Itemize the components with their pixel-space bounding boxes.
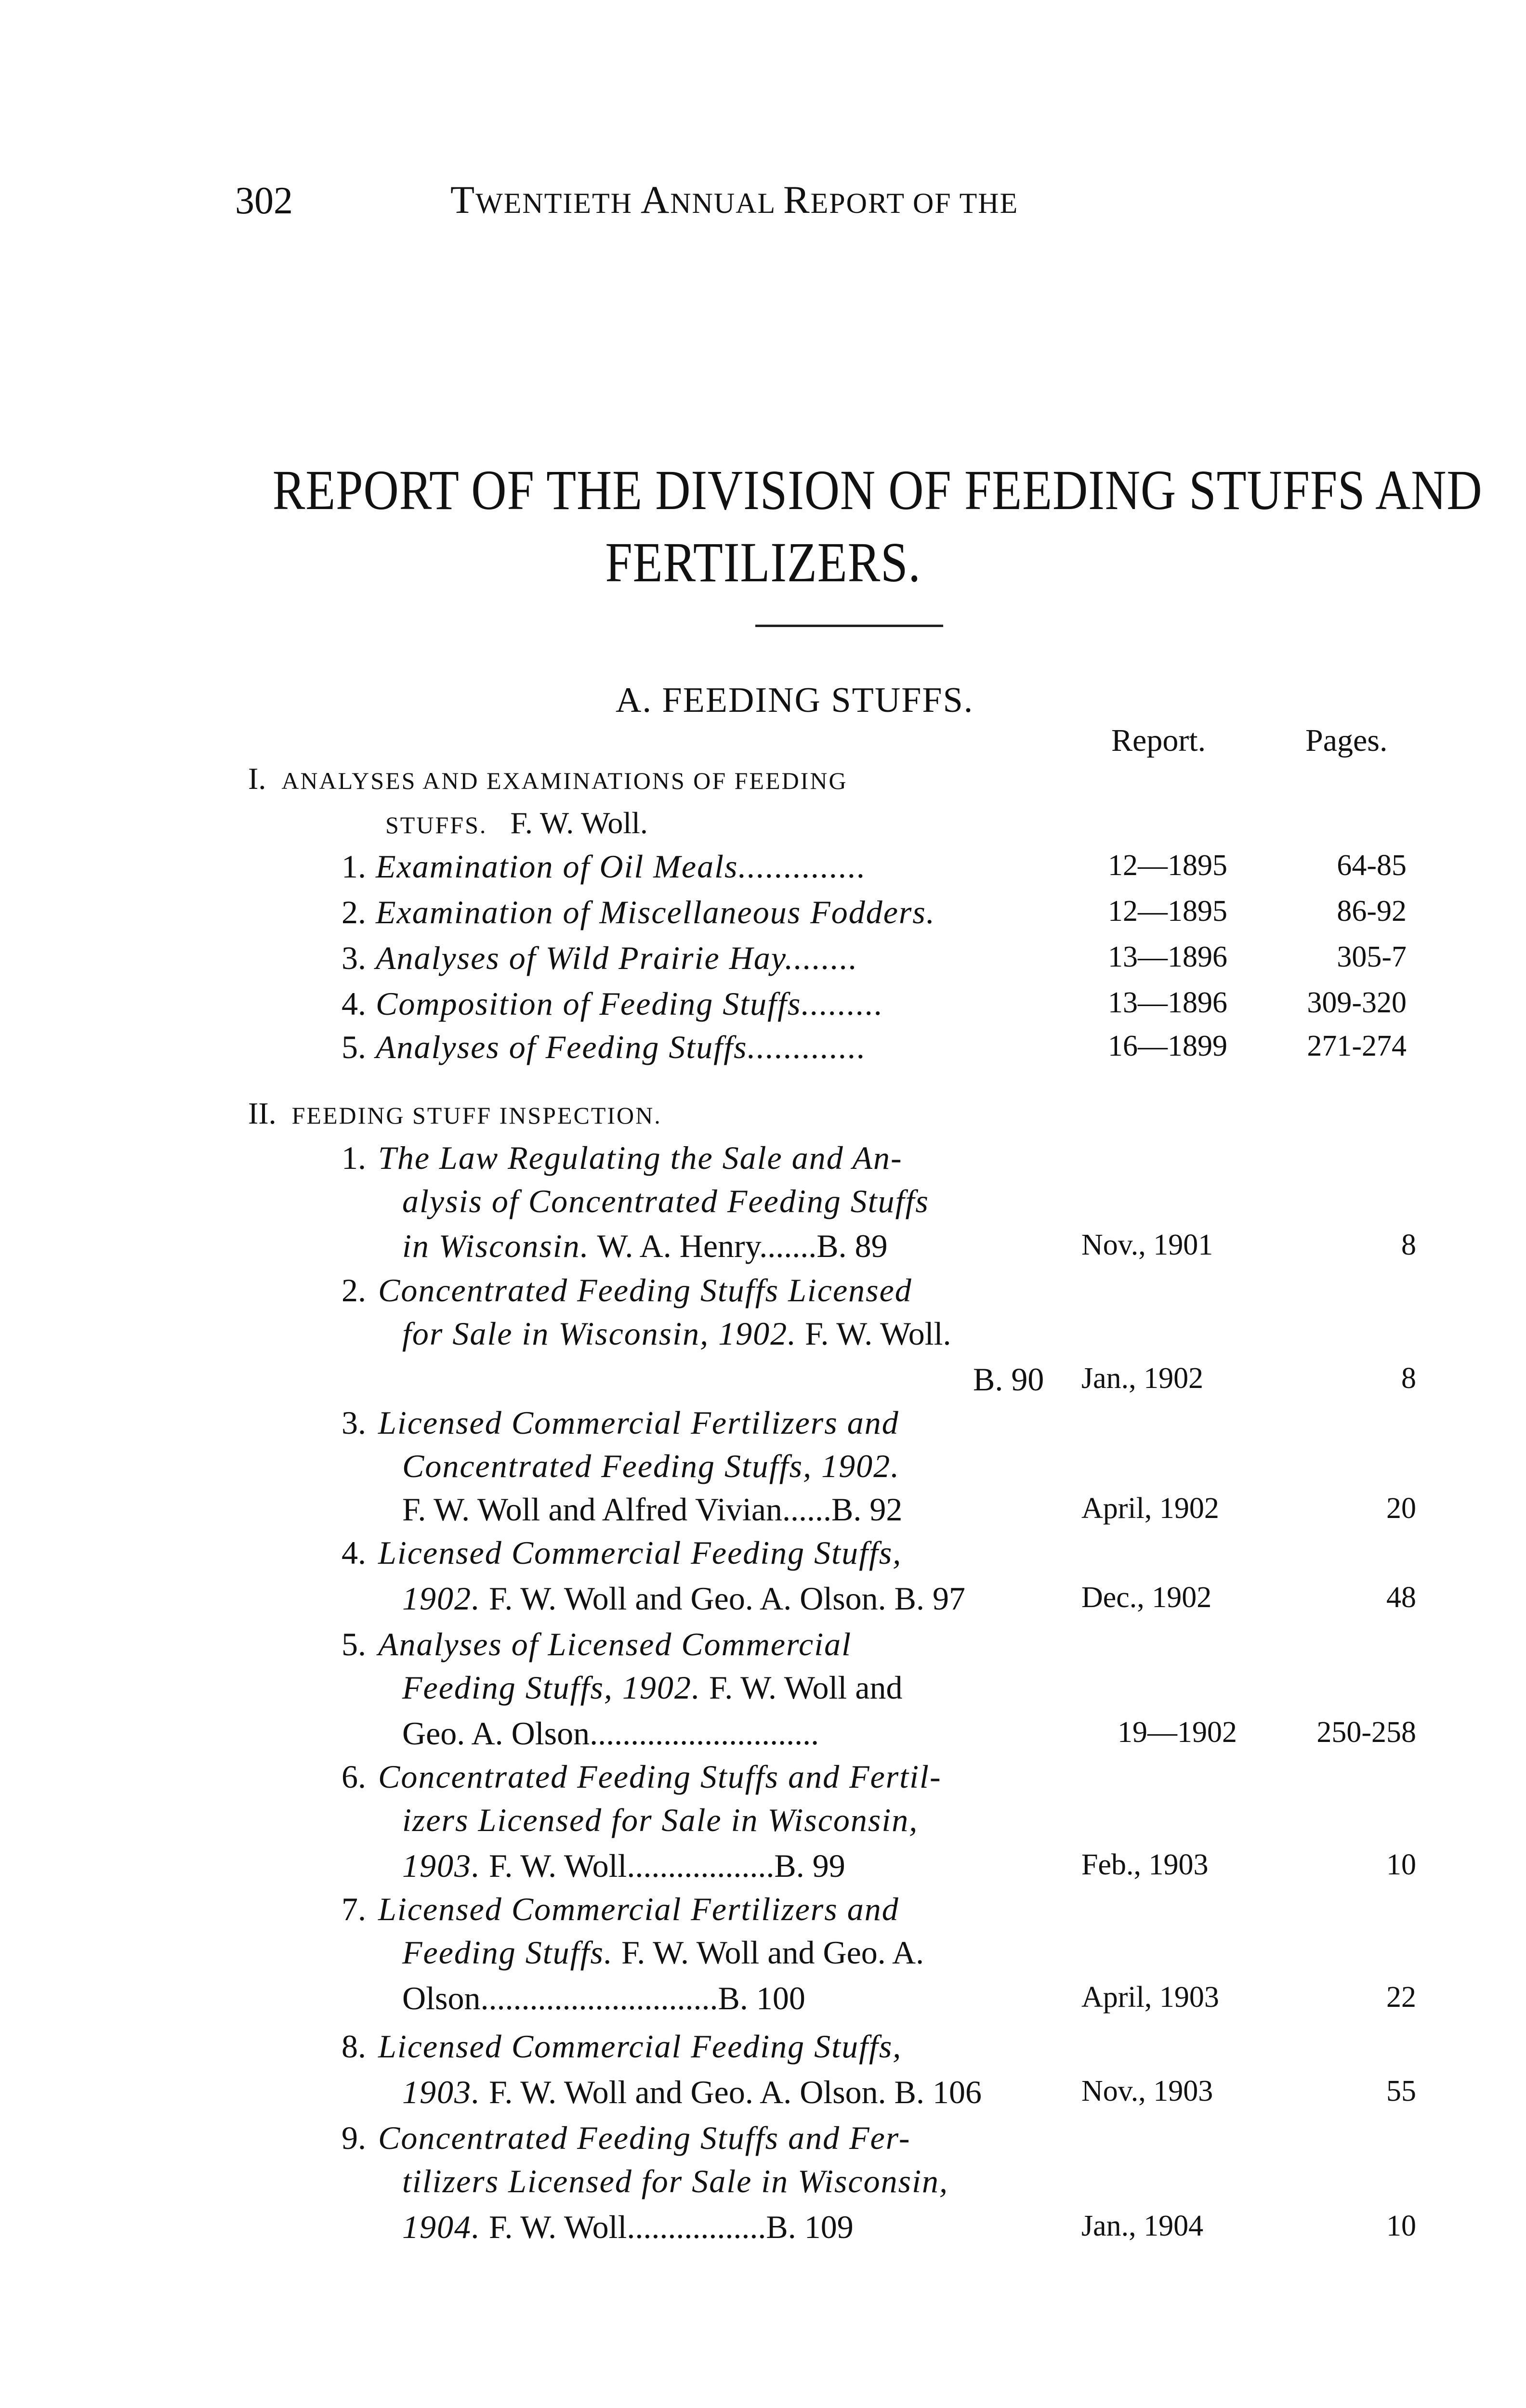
entry-report: Jan., 1904 [1081,2210,1204,2242]
entry-pages: 8 [1401,1362,1416,1395]
entry-author-part: W. A. Henry.......B. 89 [589,1228,888,1264]
entry-title-part: 1903. [402,1847,481,1884]
entry-pages: 20 [1386,1492,1416,1525]
running-title-cap: A [640,178,671,222]
entry-title-part: 1904. [402,2209,481,2245]
entry-line: F. W. Woll and Alfred Vivian......B. 92 [402,1491,903,1528]
entry-number: 6. [342,1758,366,1795]
entry-report: 12—1895 [1108,895,1227,928]
column-header-report: Report. [1111,723,1206,758]
entry-number: 4. [342,985,366,1022]
entry-report: April, 1902 [1081,1492,1219,1525]
entry-number: 1. [342,1139,366,1176]
entry-report: April, 1903 [1081,1981,1219,2014]
entry-line [402,2073,982,2111]
entry-pages: 305-7 [1337,941,1407,973]
entry-line: Concentrated Feeding Stuffs and Fer- [378,2120,911,2156]
entry-line: Concentrated Feeding Stuffs, 1902. [402,1448,900,1484]
entry-line: B. 90 [973,1361,1044,1398]
entry-line: alysis of Concentrated Feeding Stuffs [402,1183,929,1219]
entry-line [402,2208,854,2246]
entry-report: 19—1902 [1118,1716,1237,1749]
entry-author-part: F. W. Woll.................B. 109 [481,2209,854,2245]
entry-line [402,1580,965,1618]
entry-pages: 48 [1386,1581,1416,1614]
entry-line: Licensed Commercial Fertilizers and [378,1404,899,1441]
entry-number: 3. [342,1404,366,1441]
group-heading-author: F. W. Woll. [510,806,648,840]
entry-author-part: F. W. Woll and Geo. A. Olson. B. 106 [481,2074,982,2110]
entry-number: 3. [342,940,366,976]
entry-pages: 10 [1386,2210,1416,2242]
group-heading-continued [385,805,648,841]
entry-line: izers Licensed for Sale in Wisconsin, [402,1802,919,1838]
entry-pages: 250-258 [1316,1716,1416,1749]
group-heading-text: FEEDING STUFF INSPECTION. [291,1102,662,1129]
entry-title: Composition of Feeding Stuffs......... [376,985,884,1022]
entry-number: 4. [342,1534,366,1571]
entry-report: 16—1899 [1108,1030,1227,1062]
column-header-pages: Pages. [1305,723,1388,758]
entry-report: Jan., 1902 [1081,1362,1204,1395]
entry-line [402,1227,888,1265]
entry-report: Nov., 1903 [1081,2075,1213,2107]
entry-line [402,1934,924,1972]
entry-line: Licensed Commercial Fertilizers and [378,1891,899,1927]
entry-title-part: Feeding Stuffs, 1902. [402,1669,701,1706]
entry-line [402,1669,903,1707]
entry-line: Licensed Commercial Feeding Stuffs, [378,1534,902,1571]
running-title-sc: EPORT OF THE [810,187,1019,219]
entry-number: 2. [342,894,366,930]
group-heading-text: ANALYSES AND EXAMINATIONS OF FEEDING [281,767,848,794]
entry-author-part: F. W. Woll and Geo. A. [613,1934,924,1971]
entry-title: Examination of Miscellaneous Fodders. [376,894,935,930]
entry-line [402,1315,951,1353]
running-title-cap: T [450,178,476,222]
entry-pages: 271-274 [1307,1030,1407,1062]
entry-number: 2. [342,1272,366,1309]
entry-pages: 86-92 [1337,895,1407,928]
entry-number: 9. [342,2120,366,2156]
entry-number: 5. [342,1626,366,1662]
entry-title: Examination of Oil Meals.............. [376,848,867,885]
group-heading [248,1096,662,1131]
entry-author-part: F. W. Woll and Geo. A. Olson. B. 97 [481,1580,966,1617]
entry-report: Feb., 1903 [1081,1848,1209,1881]
report-title-line-1: REPORT OF THE DIVISION OF FEEDING STUFFS AND [272,458,1483,522]
entry-title: Analyses of Feeding Stuffs............. [376,1029,867,1065]
report-title-line-2: FERTILIZERS. [605,531,921,594]
entry-number: 8. [342,2028,366,2065]
entry-title: Analyses of Wild Prairie Hay........ [376,940,858,976]
entry-title-part: Feeding Stuffs. [402,1934,613,1971]
entry-line: Concentrated Feeding Stuffs and Fertil- [378,1758,942,1795]
entry-line: tilizers Licensed for Sale in Wisconsin, [402,2163,948,2199]
entry-pages: 309-320 [1307,986,1407,1019]
entry-title-part: 1902. [402,1580,481,1617]
entry-report: 13—1896 [1108,941,1227,973]
entry-title-part: for Sale in Wisconsin, 1902. [402,1315,797,1352]
entry-number: 1. [342,848,366,885]
page-number: 302 [235,180,293,222]
entry-line: Analyses of Licensed Commercial [378,1626,852,1662]
entry-number: 5. [342,1029,366,1065]
entry-pages: 64-85 [1337,849,1407,882]
entry-pages: 8 [1401,1229,1416,1261]
entry-line [402,1847,845,1885]
entry-pages: 22 [1386,1981,1416,2014]
entry-author-part: F. W. Woll and [700,1669,903,1706]
entry-line: The Law Regulating the Sale and An- [378,1139,903,1176]
title-rule [755,625,943,627]
group-numeral: II. [248,1096,276,1130]
entry-title-part: 1903. [402,2074,481,2110]
entry-report: 12—1895 [1108,849,1227,882]
group-heading-cap: STUFFS. [385,811,487,838]
entry-line: Geo. A. Olson............................ [402,1715,819,1752]
group-numeral: I. [248,761,266,796]
entry-line: Olson.............................B. 100 [402,1980,805,2016]
entry-number: 7. [342,1891,366,1927]
entry-pages: 55 [1386,2075,1416,2107]
group-heading [248,761,848,797]
running-title-sc: WENTIETH [475,187,641,219]
entry-author-part: F. W. Woll..................B. 99 [481,1847,845,1884]
entry-line: Licensed Commercial Feeding Stuffs, [378,2028,902,2065]
entry-report: Dec., 1902 [1081,1581,1212,1614]
entry-title-part: in Wisconsin. [402,1228,590,1264]
entry-line: Concentrated Feeding Stuffs Licensed [378,1272,912,1309]
entry-pages: 10 [1386,1848,1416,1881]
entry-report: 13—1896 [1108,986,1227,1019]
running-title-cap: R [783,178,811,222]
entry-report: Nov., 1901 [1081,1229,1213,1261]
entry-author-part: F. W. Woll. [797,1315,951,1352]
running-title-sc: NNUAL [670,187,783,219]
running-title [450,177,1018,222]
section-heading: A. FEEDING STUFFS. [616,681,974,720]
